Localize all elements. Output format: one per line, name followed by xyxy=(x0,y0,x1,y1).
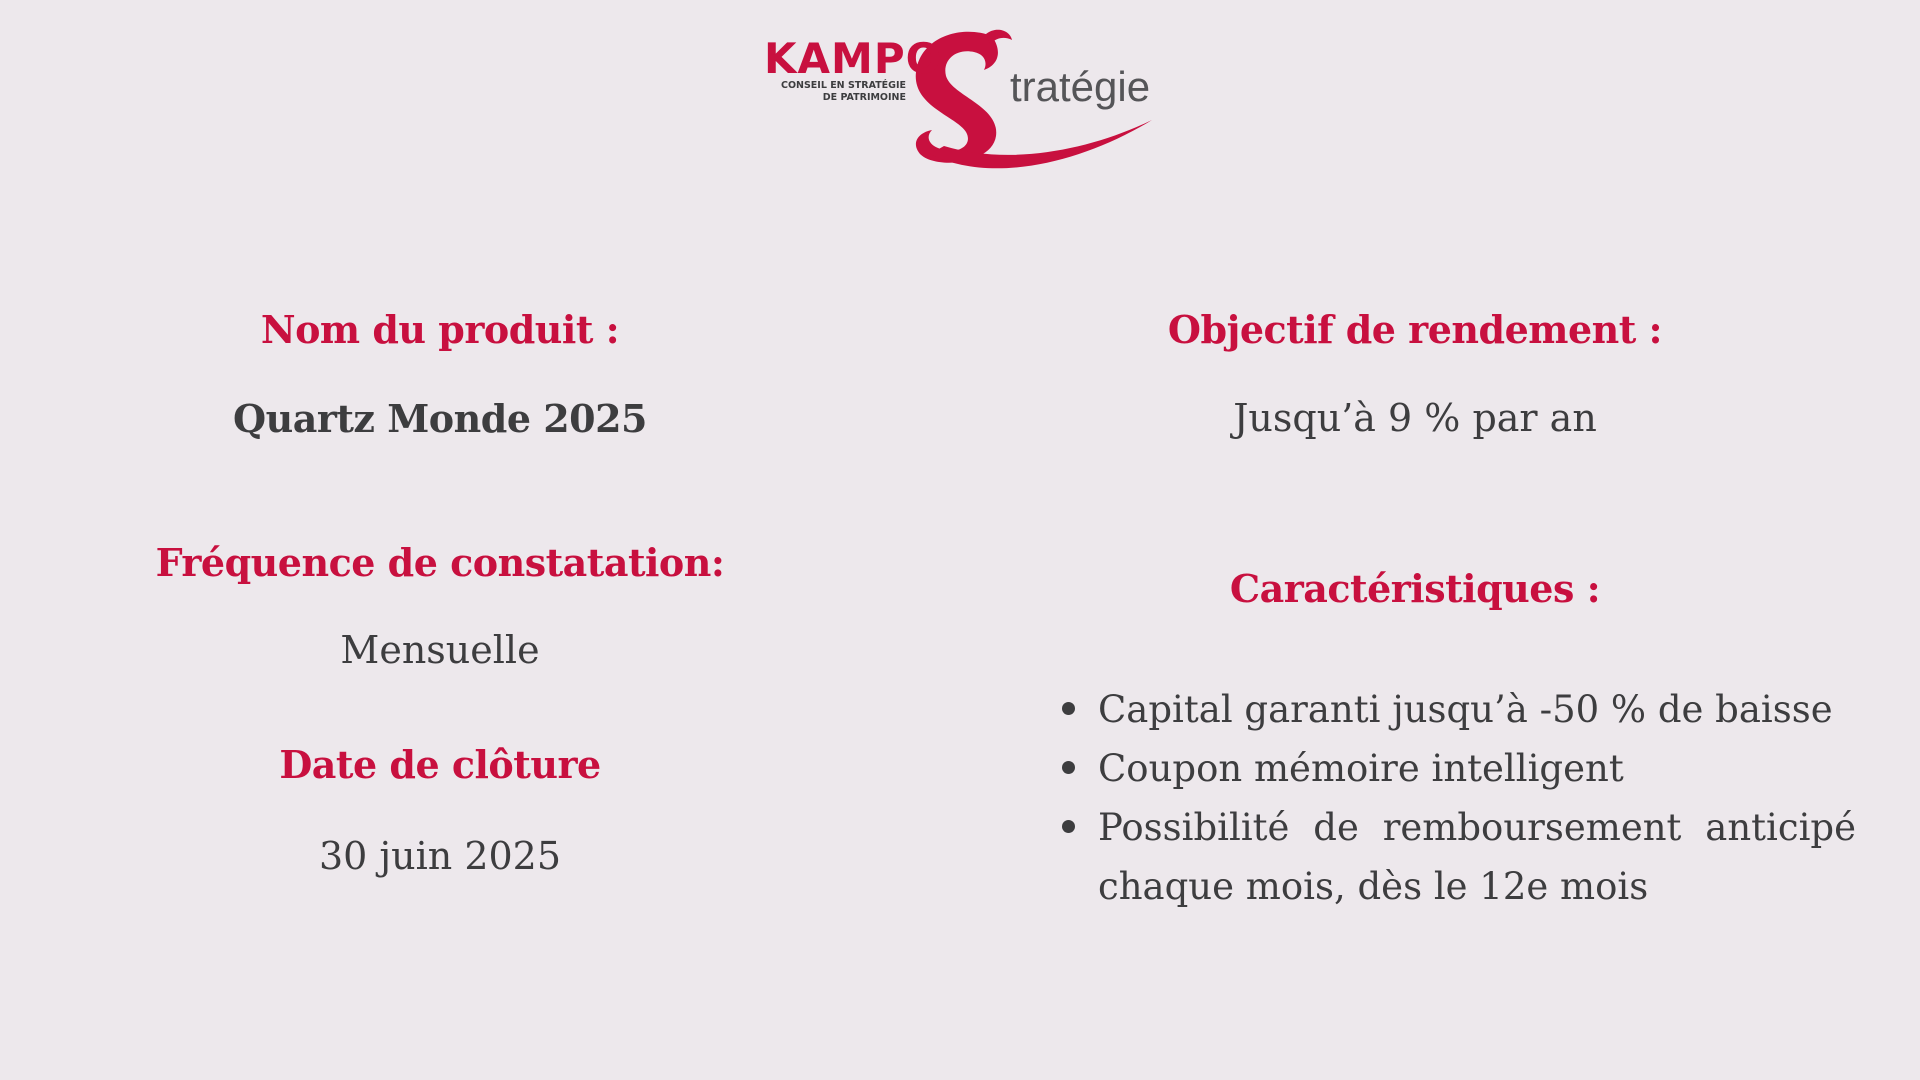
logo-kampo-text: KAMPO xyxy=(764,34,943,83)
feature-text: Capital garanti jusqu’à -50 % de baisse xyxy=(1098,688,1833,731)
list-item xyxy=(1056,798,1856,916)
list-item xyxy=(1056,739,1856,798)
right-column xyxy=(960,0,1920,1080)
yield-label: Objectif de rendement : xyxy=(1167,307,1663,352)
frequency-value: Mensuelle xyxy=(340,628,540,672)
bullet-icon xyxy=(1062,761,1075,774)
product-name-value: Quartz Monde 2025 xyxy=(232,396,647,441)
feature-text: Possibilité de remboursement anticipé chaque mois, dès le 12e mois xyxy=(1098,806,1856,908)
yield-value: Jusqu’à 9 % par an xyxy=(1233,396,1597,440)
feature-text: Coupon mémoire intelligent xyxy=(1098,747,1624,790)
product-name-label: Nom du produit : xyxy=(260,307,620,352)
closing-date-value: 30 juin 2025 xyxy=(318,834,562,878)
logo-tagline-line1: CONSEIL EN STRATÉGIE xyxy=(780,80,906,91)
closing-date-label: Date de clôture xyxy=(279,742,601,787)
list-item xyxy=(1056,680,1856,739)
bullet-icon xyxy=(1062,820,1075,833)
left-column xyxy=(0,0,880,1080)
logo-tagline-line2: DE PATRIMOINE xyxy=(822,92,906,103)
features-list xyxy=(1056,680,1856,916)
features-label: Caractéristiques : xyxy=(1229,566,1601,611)
logo-strategie-text: tratégie xyxy=(1010,63,1151,110)
bullet-icon xyxy=(1062,702,1075,715)
frequency-label: Fréquence de constatation: xyxy=(155,540,725,585)
